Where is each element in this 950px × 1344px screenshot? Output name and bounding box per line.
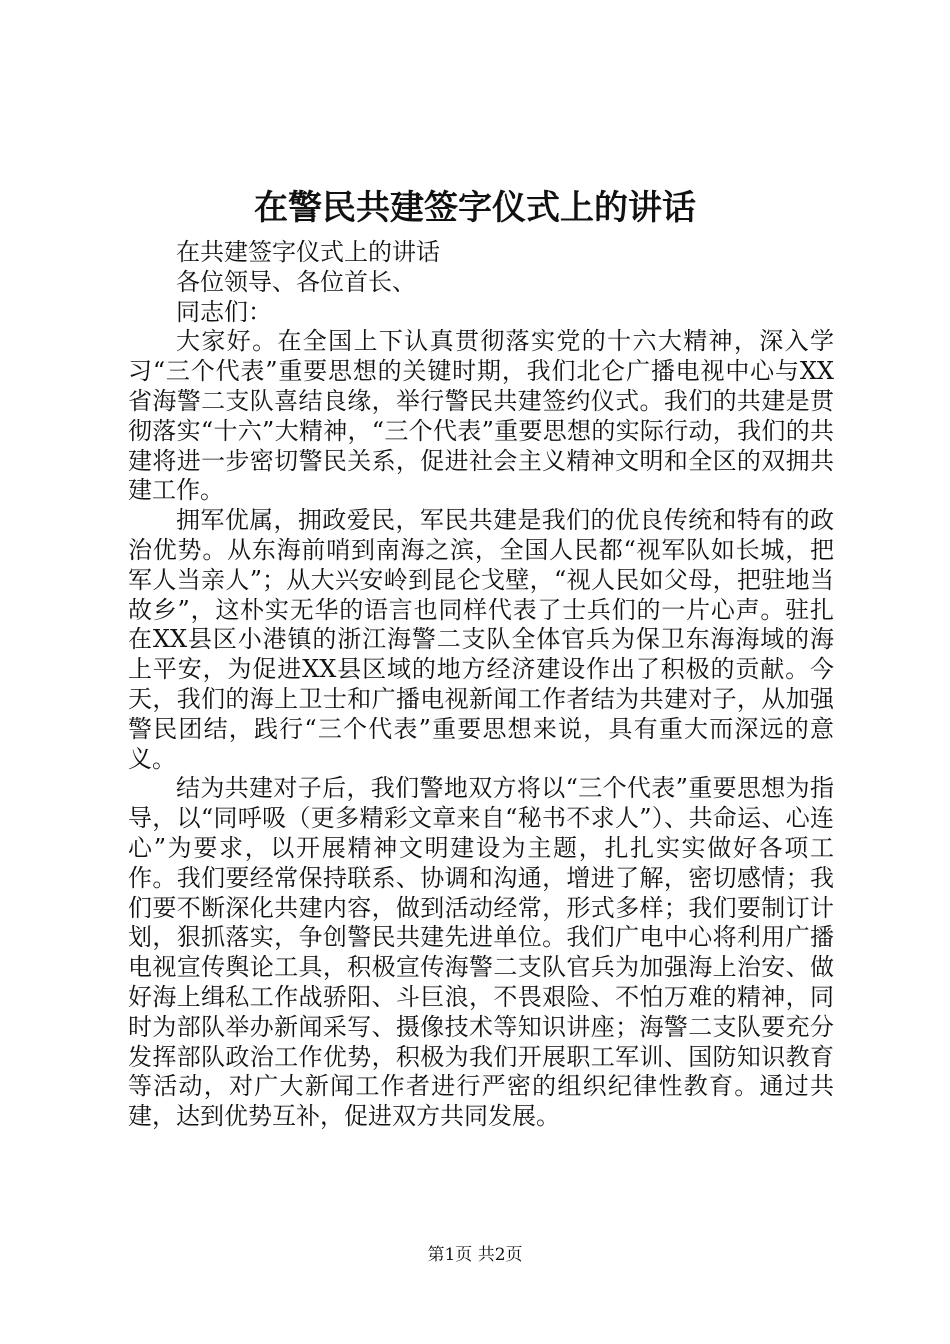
- document-body: [128, 238, 834, 1132]
- page-footer: 第1页 共2页: [427, 1245, 523, 1265]
- body-paragraph: 结为共建对子后，我们警地双方将以“三个代表”重要思想为指导，以“同呼吸（更多精彩文章来自“秘书不求人”）、共命运、心连心”为要求，以开展精神文明建设为主题，扎扎实实做好各项工作。我们要经常保持联系、协调和沟通，增进了解，密切感情；我们要不断深化共建内容，做到活动经常，形式多样；我们要制订计划，狠抓落实，争创警民共建先进单位。我们广电中心将利用广播电视宣传舆论工具，积极宣传海警二支队官兵为加强海上治安、做好海上缉私工作战骄阳、斗巨浪，不畏艰险、不怕万难的精神，同时为部队举办新闻采写、摄像技术等知识讲座；海警二支队要充分发挥部队政治工作优势，积极为我们开展职工军训、国防知识教育等活动，对广大新闻工作者进行严密的组织纪律性教育。通过共建，达到优势互补，促进双方共同发展。: [128, 774, 834, 1131]
- salutation-paragraph: 同志们：: [176, 297, 272, 326]
- body-paragraph: 大家好。在全国上下认真贯彻落实党的十六大精神，深入学习“三个代表”重要思想的关键时期，我们北仑广播电视中心与XX省海警二支队喜结良缘，举行警民共建签约仪式。我们的共建是贯彻落实“十六”大精神，“三个代表”重要思想的实际行动，我们的共建将进一步密切警民关系，促进社会主义精神文明和全区的双拥共建工作。: [128, 327, 834, 505]
- document-title: 在警民共建签字仪式上的讲话: [254, 188, 696, 228]
- subtitle-paragraph: 在共建签字仪式上的讲话: [176, 238, 440, 266]
- salutation-paragraph: 各位领导、各位首长、: [176, 267, 416, 296]
- body-paragraph: 拥军优属，拥政爱民，军民共建是我们的优良传统和特有的政治优势。从东海前哨到南海之滨，全国人民都“视军队如长城，把军人当亲人”；从大兴安岭到昆仑戈壁，“视人民如父母，把驻地当故乡”，这朴实无华的语言也同样代表了士兵们的一片心声。驻扎在XX县区小港镇的浙江海警二支队全体官兵为保卫东海海域的海上平安，为促进XX县区域的地方经济建设作出了积极的贡献。今天，我们的海上卫士和广播电视新闻工作者结为共建对子，从加强警民团结，践行“三个代表”重要思想来说，具有重大而深远的意义。: [128, 506, 834, 773]
